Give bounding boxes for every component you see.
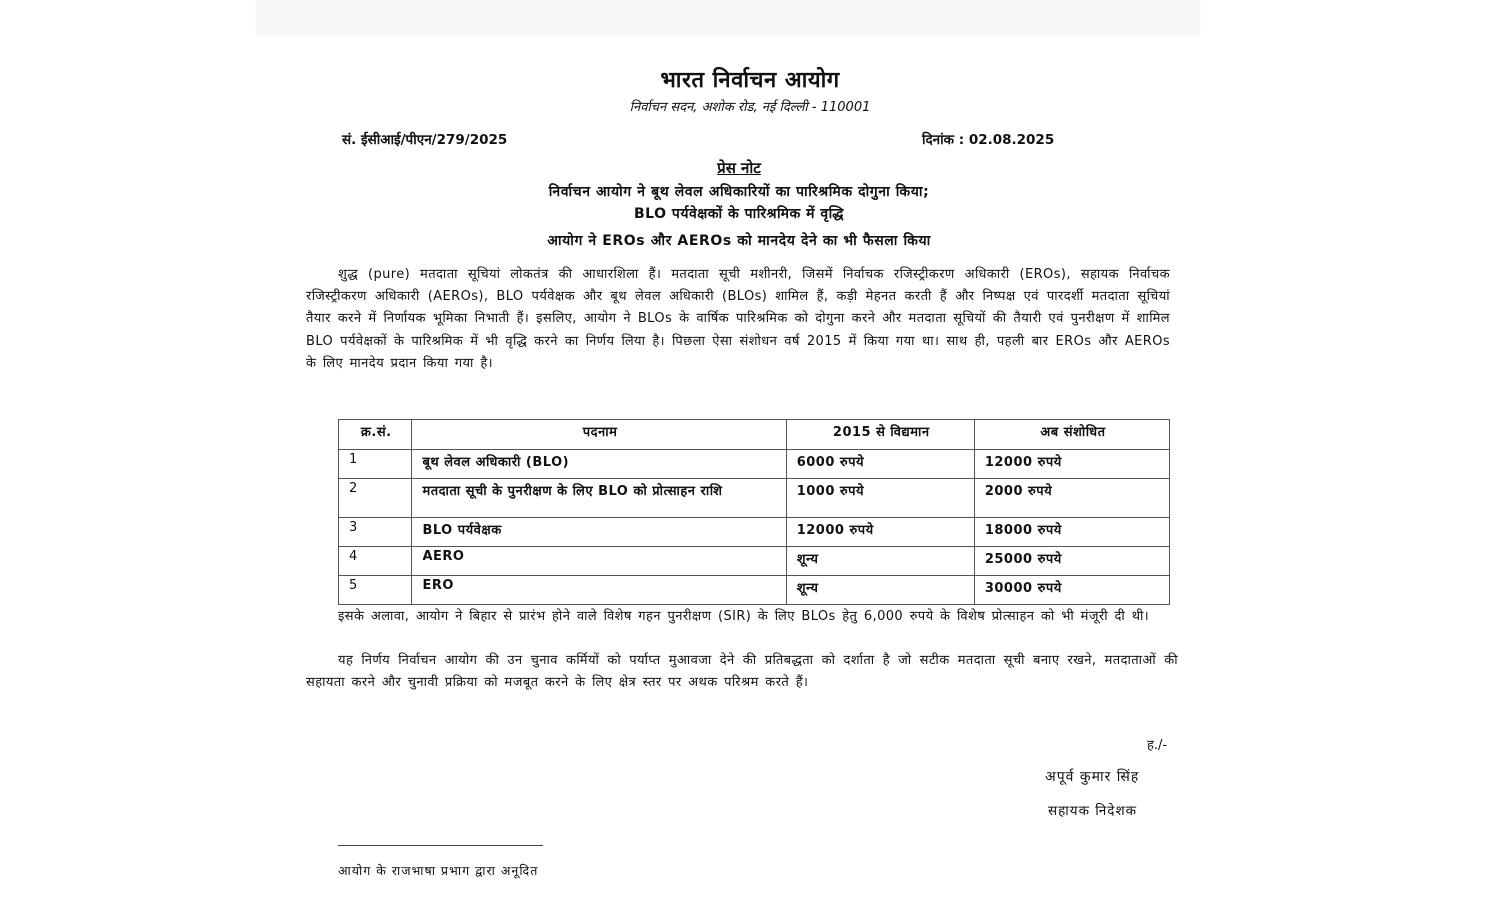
header-serial-no: क्र.सं.: [339, 420, 412, 450]
body-paragraph-1: [306, 264, 1170, 375]
cell-existing: 6000 रुपये: [786, 450, 974, 479]
release-date: दिनांक : 02.08.2025: [922, 132, 1055, 148]
body-paragraph-2: [306, 606, 1178, 628]
organization-address: निर्वाचन सदन, अशोक रोड, नई दिल्ली - 110001: [629, 100, 871, 115]
organization-title: भारत निर्वाचन आयोग: [660, 68, 840, 93]
cell-revised: 12000 रुपये: [974, 450, 1169, 479]
cell-designation: BLO पर्यवेक्षक: [412, 518, 786, 547]
cell-serial: 3: [339, 518, 412, 547]
cell-revised: 25000 रुपये: [974, 547, 1169, 576]
cell-designation: मतदाता सूची के पुनरीक्षण के लिए BLO को प्रोत्साहन राशि: [412, 479, 786, 518]
table-row: [339, 518, 1170, 547]
signatory-name: अपूर्व कुमार सिंह: [1045, 769, 1140, 785]
headline-2: BLO पर्यवेक्षकों के पारिश्रमिक में वृद्धि: [634, 206, 844, 222]
cell-designation: AERO: [412, 547, 786, 576]
cell-serial: 5: [339, 576, 412, 605]
cell-designation: बूथ लेवल अधिकारी (BLO): [412, 450, 786, 479]
remuneration-table: [338, 419, 1170, 605]
cell-existing: शून्य: [786, 547, 974, 576]
header-designation: पदनाम: [412, 420, 786, 450]
table-row: [339, 547, 1170, 576]
table-row: [339, 576, 1170, 605]
cell-revised: 18000 रुपये: [974, 518, 1169, 547]
cell-serial: 2: [339, 479, 412, 518]
headline-1: निर्वाचन आयोग ने बूथ लेवल अधिकारियों का पारिश्रमिक दोगुना किया;: [548, 184, 930, 200]
paragraph-2-text: इसके अलावा, आयोग ने बिहार से प्रारंभ होने वाले विशेष गहन पुनरीक्षण (SIR) के लिए BLOs हेतु 6,000 रुपये के विशेष प्रोत्साहन को भी मंजूरी दी थी।: [338, 609, 1150, 624]
cell-revised: 2000 रुपये: [974, 479, 1169, 518]
cell-existing: 12000 रुपये: [786, 518, 974, 547]
header-now-revised: अब संशोधित: [974, 420, 1169, 450]
signatory-designation: सहायक निदेशक: [1048, 803, 1137, 819]
table-header-row: [339, 420, 1170, 450]
cell-revised: 30000 रुपये: [974, 576, 1169, 605]
signed-mark: ह./-: [1147, 738, 1168, 753]
paragraph-3-text: यह निर्णय निर्वाचन आयोग की उन चुनाव कर्मियों को पर्याप्त मुआवजा देने की प्रतिबद्धता को दर्शाता है जो सटीक मतदाता सूची बनाए रखने, मतदाताओं की सहायता करने और चुनावी प्रक्रिया को मजबूत करने के लिए क्षेत्र स्तर पर अथक परिश्रम करते हैं।: [306, 653, 1178, 691]
cell-serial: 1: [339, 450, 412, 479]
header-existing-since-2015: 2015 से विद्यमान: [786, 420, 974, 450]
table-row: [339, 479, 1170, 518]
cell-existing: शून्य: [786, 576, 974, 605]
table-row: [339, 450, 1170, 479]
paragraph-1-text: शुद्ध (pure) मतदाता सूचियां लोकतंत्र की आधारशिला हैं। मतदाता सूची मशीनरी, जिसमें निर्वाचक रजिस्ट्रीकरण अधिकारी (EROs), सहायक निर्वाचक रजिस्ट्रीकरण अधिकारी (AEROs), BLO पर्यवेक्षक और बूथ लेवल अधिकारी (BLOs) शामिल हैं, कड़ी मेहनत करती हैं और निष्पक्ष एवं पारदर्शी मतदाता सूचियां तैयार करने में निर्णायक भूमिका निभाती हैं। इसलिए, आयोग ने BLOs के वार्षिक पारिश्रमिक को दोगुना करने और मतदाता सूचियों की तैयारी एवं पुनरीक्षण में शामिल BLO पर्यवेक्षकों के पारिश्रमिक में भी वृद्धि करने का निर्णय लिया है। पिछला ऐसा संशोधन वर्ष 2015 में किया गया था। साथ ही, पहली बार EROs और AEROs के लिए मानदेय प्रदान किया गया है।: [306, 267, 1170, 371]
body-paragraph-3: [306, 650, 1178, 694]
press-note-label: प्रेस नोट: [717, 159, 761, 177]
translation-note: आयोग के राजभाषा प्रभाग द्वारा अनूदित: [338, 863, 539, 878]
footer-divider: [338, 845, 543, 846]
cell-serial: 4: [339, 547, 412, 576]
reference-number: सं. ईसीआई/पीएन/279/2025: [342, 132, 508, 148]
headline-3: आयोग ने EROs और AEROs को मानदेय देने का भी फैसला किया: [547, 233, 931, 249]
cell-existing: 1000 रुपये: [786, 479, 974, 518]
cell-designation: ERO: [412, 576, 786, 605]
